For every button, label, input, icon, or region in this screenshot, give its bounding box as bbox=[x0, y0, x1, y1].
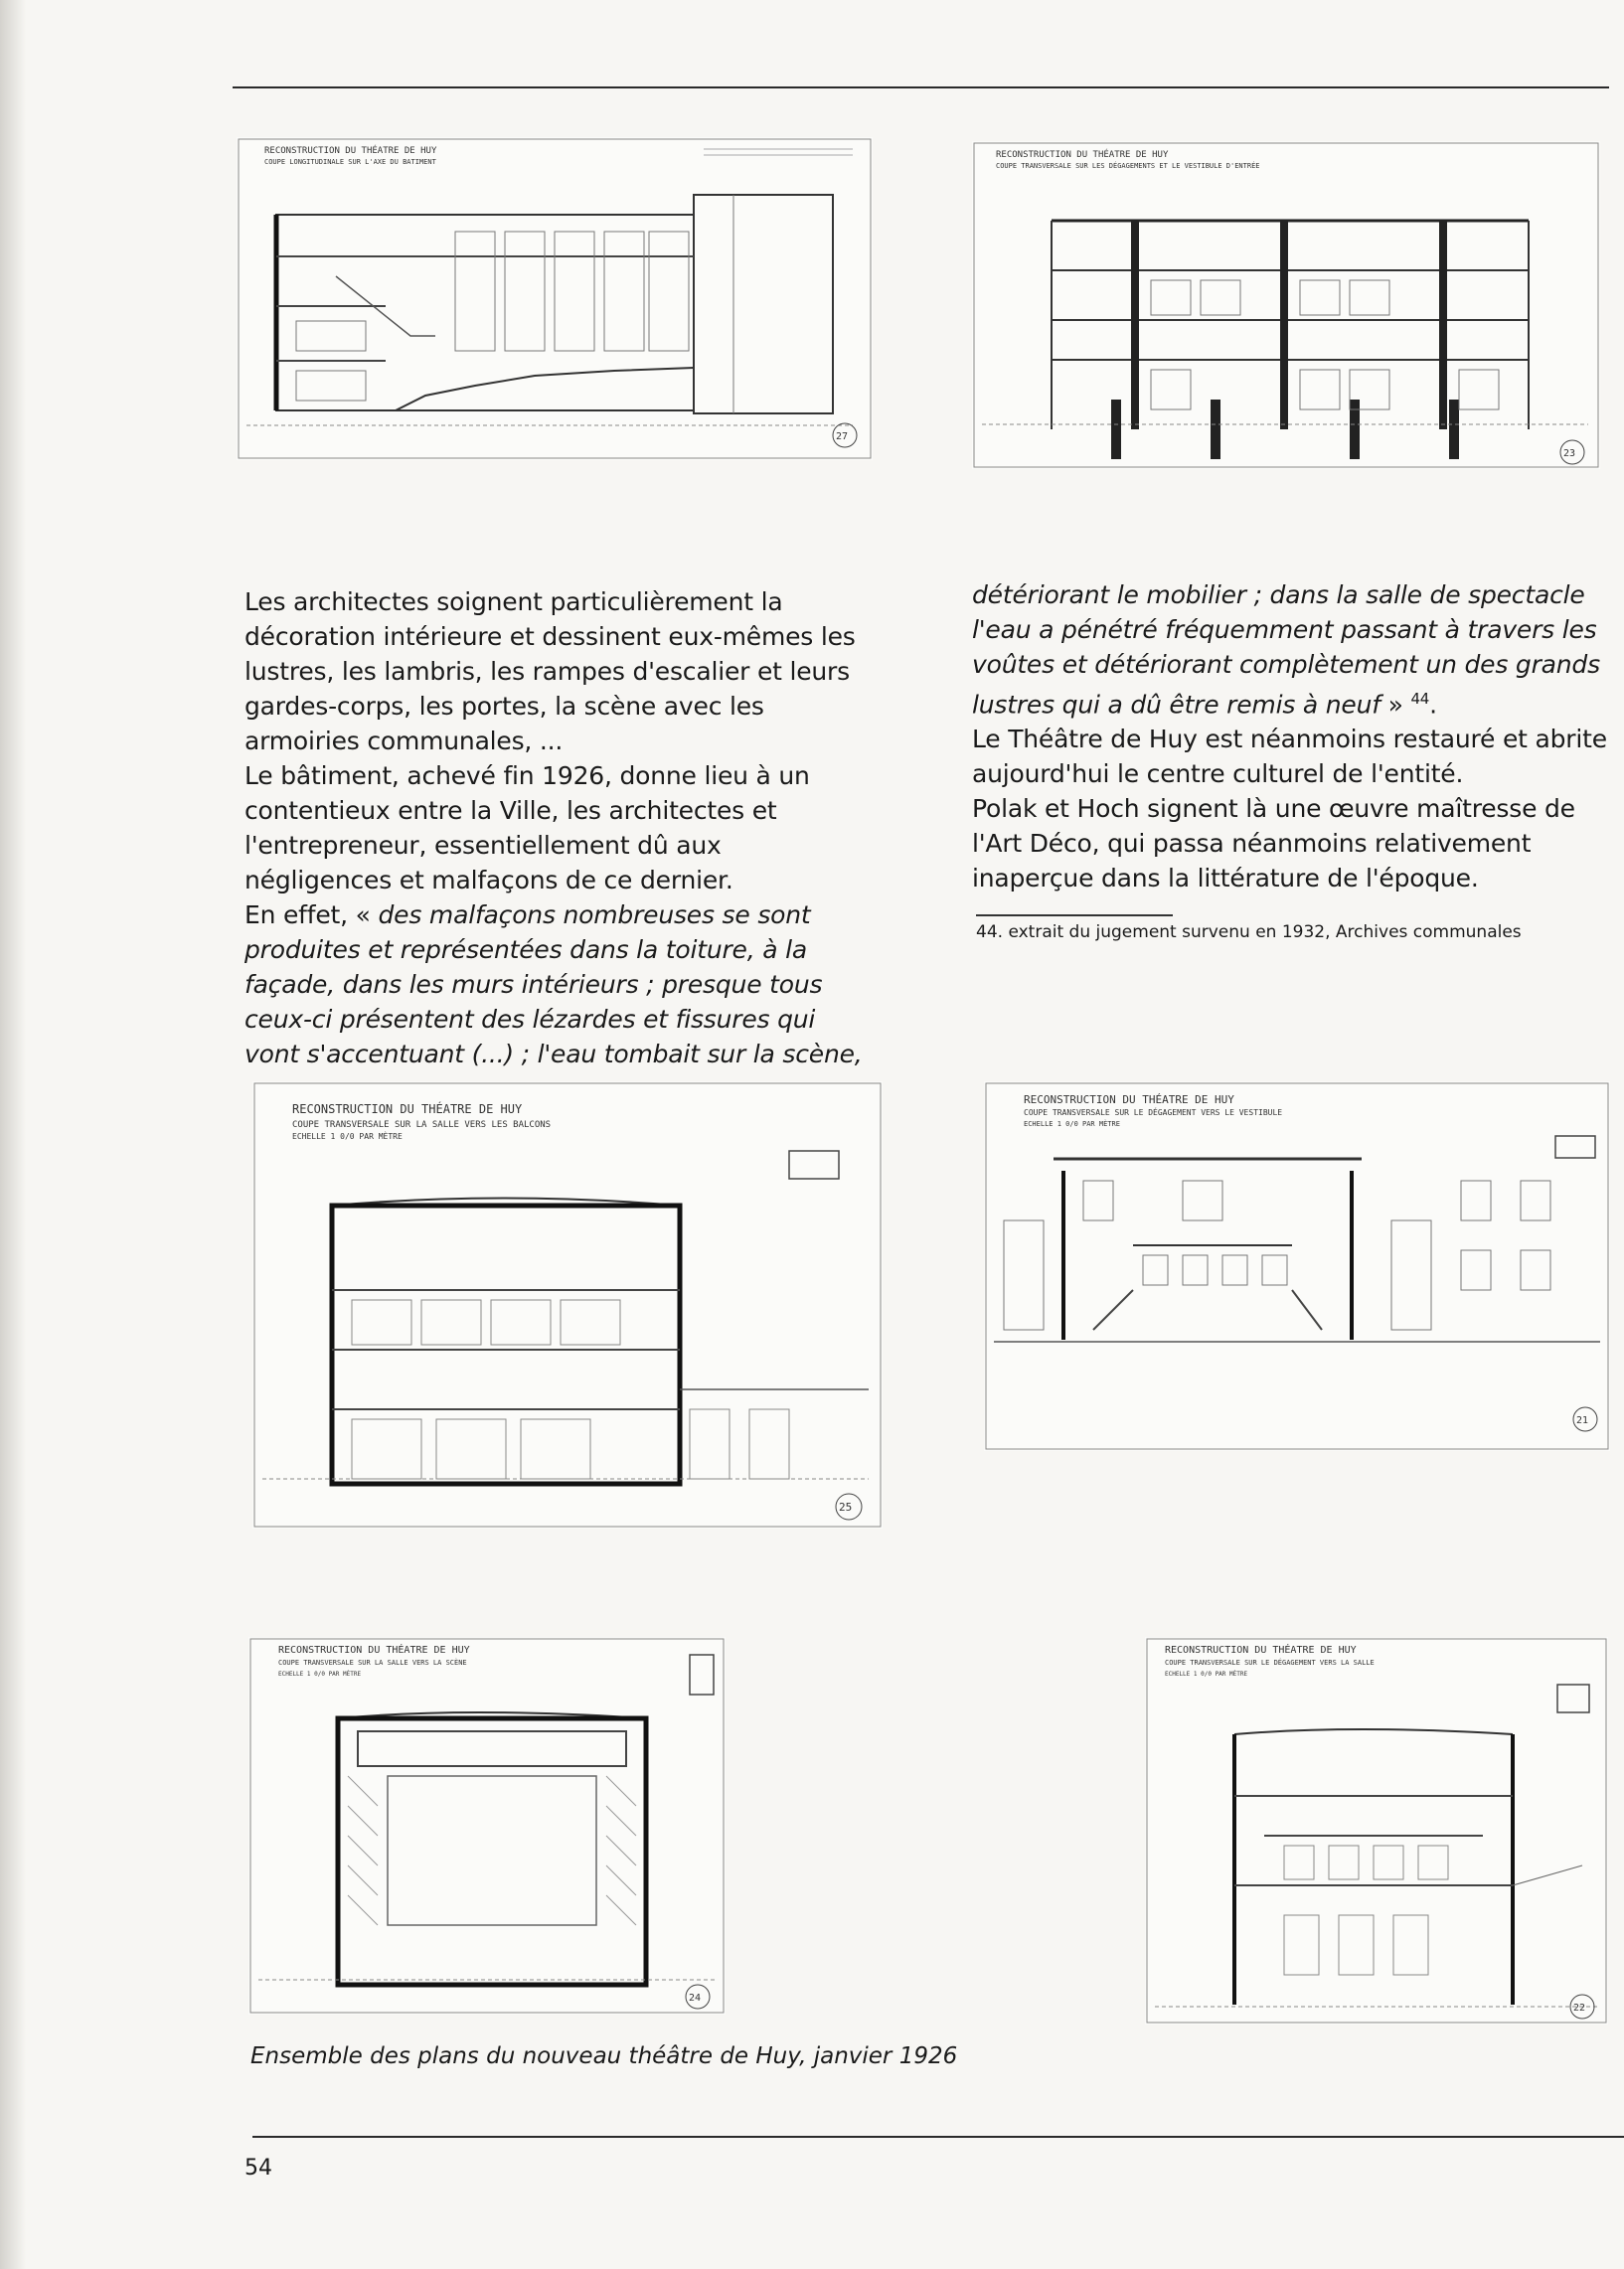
drawing-scale: ECHELLE 1 0/0 PAR MÈTRE bbox=[1024, 1120, 1120, 1128]
section-vestibule-svg bbox=[984, 1081, 1610, 1451]
footnote-reference: 44 bbox=[1410, 690, 1430, 708]
paragraph-art-deco: Polak et Hoch signent là une œuvre maîtresse de l'Art Déco, qui passa néanmoins relativement inaperçue dans la littérature de l'époque. bbox=[972, 794, 1575, 893]
footnote bbox=[976, 920, 1592, 944]
paragraph-restaure: Le Théâtre de Huy est néanmoins restauré et abrite aujourd'hui le centre culturel de l'entité. bbox=[972, 725, 1607, 789]
drawing-scale: ECHELLE 1 0/0 PAR MÈTRE bbox=[1165, 1671, 1248, 1678]
paragraph-contentieux: Le bâtiment, achevé fin 1926, donne lieu à un contentieux entre la Ville, les architectes et l'entrepreneur, essentiellement dû aux négligences et malfaçons de ce dernier. bbox=[244, 761, 810, 894]
drawing-subtitle: COUPE TRANSVERSALE SUR LES DÉGAGEMENTS ET LE VESTIBULE D'ENTRÉE bbox=[996, 162, 1260, 170]
plate-number: 24 bbox=[689, 1993, 702, 2004]
drawing-title: RECONSTRUCTION DU THÉATRE DE HUY bbox=[264, 146, 437, 156]
plate-number: 27 bbox=[836, 431, 849, 442]
page-number: 54 bbox=[244, 2156, 272, 2181]
quote-text: des malfaçons nombreuses se sont produites et représentées dans la toiture, à la façade, dans les murs intérieurs ; presque tous ceux-ci présentent des lézardes et fissures qui vont s'accentuant (...) ; l'eau tombait sur la scène, bbox=[244, 900, 863, 1068]
quote-close: » bbox=[1380, 690, 1411, 720]
drawing-subtitle: COUPE TRANSVERSALE SUR LE DÉGAGEMENT VERS LE VESTIBULE bbox=[1024, 1108, 1283, 1117]
quote-end: . bbox=[1429, 690, 1437, 720]
page-binding-shadow bbox=[0, 0, 26, 2269]
section-stage-svg bbox=[248, 1637, 726, 2015]
drawing-facade-section-top bbox=[972, 141, 1600, 469]
quote-continued: détériorant le mobilier ; dans la salle de spectacle l'eau a pénétré fréquemment passant à travers les voûtes et détériorant complètement un des grands lustres qui a dû être remis à neuf bbox=[972, 580, 1600, 720]
bottom-rule bbox=[252, 2136, 1624, 2138]
paragraph-decoration: Les architectes soignent particulièrement la décoration intérieure et dessinent eux-mêmes les lustres, les lambris, les rampes d'escalier et leurs gardes-corps, les portes, la scène avec les armoiries communales, ... bbox=[244, 587, 856, 755]
drawing-title: RECONSTRUCTION DU THÉATRE DE HUY bbox=[1024, 1093, 1234, 1106]
drawing-title: RECONSTRUCTION DU THÉATRE DE HUY bbox=[996, 150, 1169, 160]
section-hall-svg bbox=[1145, 1637, 1608, 2025]
drawing-section-vestibule bbox=[984, 1081, 1610, 1451]
drawing-section-hall bbox=[1145, 1637, 1608, 2025]
plate-number: 22 bbox=[1573, 2003, 1586, 2014]
drawing-scale: ECHELLE 1 0/0 PAR MÈTRE bbox=[292, 1132, 403, 1141]
top-rule bbox=[233, 86, 1609, 88]
plate-number: 21 bbox=[1576, 1415, 1589, 1426]
drawing-scale: ECHELLE 1 0/0 PAR MÈTRE bbox=[278, 1671, 362, 1678]
drawing-title: RECONSTRUCTION DU THÉATRE DE HUY bbox=[292, 1102, 523, 1116]
paragraph-quote-continued bbox=[972, 577, 1608, 722]
footnote-text: extrait du jugement survenu en 1932, Archives communales bbox=[1008, 922, 1522, 942]
drawing-subtitle: COUPE TRANSVERSALE SUR LA SALLE VERS LA SCÈNE bbox=[278, 1659, 467, 1667]
plate-number: 25 bbox=[839, 1501, 853, 1514]
drawing-title: RECONSTRUCTION DU THÉATRE DE HUY bbox=[278, 1645, 470, 1656]
drawing-subtitle: COUPE LONGITUDINALE SUR L'AXE DU BATIMENT bbox=[264, 158, 436, 166]
facade-section-top-svg bbox=[972, 141, 1600, 469]
drawing-subtitle: COUPE TRANSVERSALE SUR LA SALLE VERS LES BALCONS bbox=[292, 1120, 552, 1130]
drawing-subtitle: COUPE TRANSVERSALE SUR LE DÉGAGEMENT VERS LA SALLE bbox=[1165, 1659, 1375, 1667]
drawing-section-stage bbox=[248, 1637, 726, 2015]
left-text-column bbox=[244, 584, 875, 1071]
drawing-title: RECONSTRUCTION DU THÉATRE DE HUY bbox=[1165, 1645, 1357, 1656]
section-balconies-svg bbox=[252, 1081, 883, 1529]
right-text-column bbox=[972, 577, 1608, 895]
footnote-rule bbox=[976, 914, 1173, 916]
drawing-longitudinal-section bbox=[237, 137, 873, 460]
longitudinal-section-svg bbox=[237, 137, 873, 460]
paragraph-malfacons bbox=[244, 897, 875, 1071]
figure-caption: Ensemble des plans du nouveau théâtre de Huy, janvier 1926 bbox=[250, 2043, 958, 2069]
drawing-section-balconies bbox=[252, 1081, 883, 1529]
quote-intro: En effet, « bbox=[244, 900, 379, 929]
plate-number: 23 bbox=[1563, 448, 1576, 459]
footnote-number: 44. bbox=[976, 922, 1004, 942]
